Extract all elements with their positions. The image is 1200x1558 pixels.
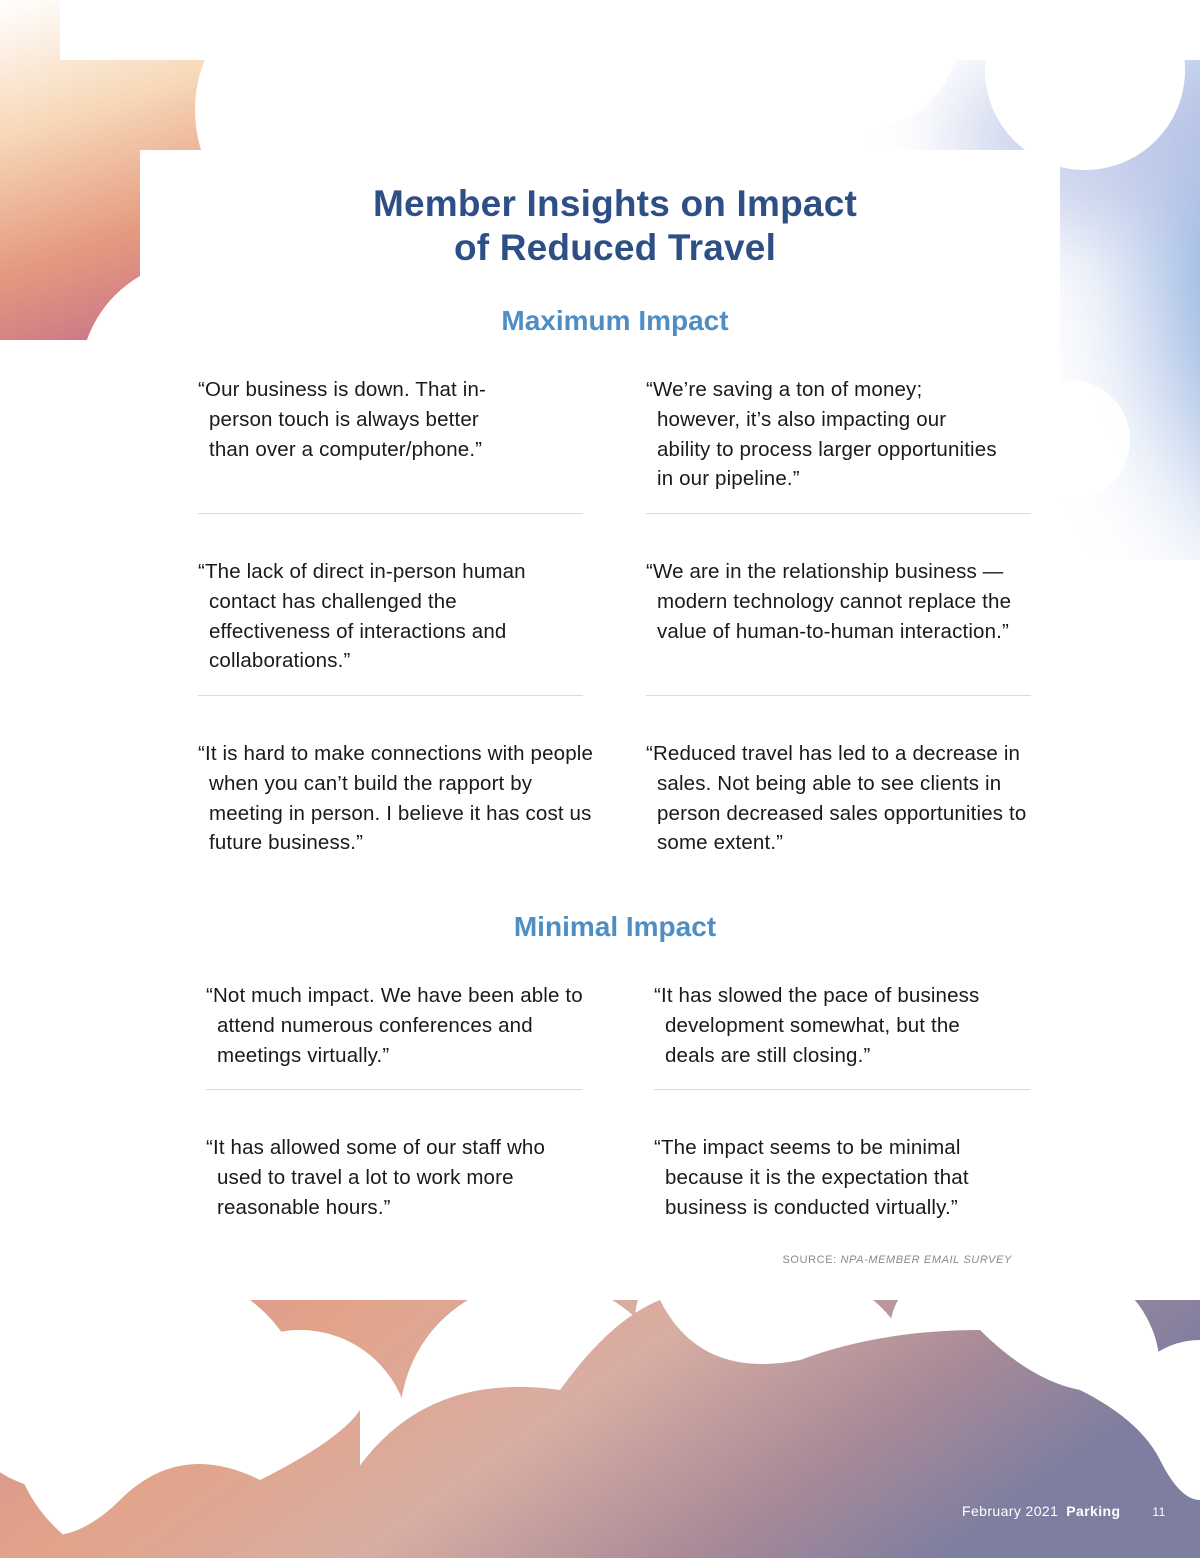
source-label: SOURCE: xyxy=(782,1254,837,1266)
divider-rule xyxy=(206,1089,582,1090)
divider-rule xyxy=(646,513,1031,514)
page-title-line-2: of Reduced Travel xyxy=(453,227,777,268)
quote-maximum-1: “Our business is down. That in-person touch is always better than over a computer/phone.” xyxy=(198,378,486,461)
quote-minimal-2: “It has slowed the pace of business development somewhat, but the deals are still closing.” xyxy=(654,984,980,1067)
source-value: NPA-MEMBER EMAIL SURVEY xyxy=(840,1254,1012,1266)
page-title xyxy=(0,182,1200,270)
quote-minimal-4: “The impact seems to be minimal because it is the expectation that business is conducted virtually.” xyxy=(654,1136,969,1219)
page-title-line-1: Member Insights on Impact xyxy=(372,183,857,224)
quote-maximum-5: “It is hard to make connections with people when you can’t build the rapport by meeting in person. I believe it has cost us future business.” xyxy=(198,742,594,855)
quote-maximum-4: “We are in the relationship business — modern technology cannot replace the value of human-to-human interaction.” xyxy=(646,560,1012,643)
quote-maximum-3: “The lack of direct in-person human contact has challenged the effectiveness of interactions and collaborations.” xyxy=(198,560,526,673)
quote-minimal-1: “Not much impact. We have been able to attend numerous conferences and meetings virtually.” xyxy=(206,984,583,1067)
footer-publication: Parking xyxy=(1066,1503,1121,1519)
page-footer xyxy=(962,1503,1166,1519)
divider-rule xyxy=(198,695,583,696)
divider-rule xyxy=(654,1089,1030,1090)
quote-maximum-2: “We’re saving a ton of money; however, it’s also impacting our ability to process larger opportunities in our pipeline.” xyxy=(646,378,997,491)
quote-maximum-6: “Reduced travel has led to a decrease in sales. Not being able to see clients in person decreased sales opportunities to some extent.” xyxy=(646,742,1027,855)
footer-date: February 2021 xyxy=(962,1503,1059,1519)
divider-rule xyxy=(646,695,1031,696)
section-heading-maximum-impact: Maximum Impact xyxy=(501,305,729,336)
quote-minimal-3: “It has allowed some of our staff who used to travel a lot to work more reasonable hours.” xyxy=(206,1136,546,1219)
footer-page-number: 11 xyxy=(1152,1505,1166,1519)
source-note xyxy=(783,1254,1013,1266)
section-heading-minimal-impact: Minimal Impact xyxy=(513,911,717,942)
divider-rule xyxy=(198,513,583,514)
